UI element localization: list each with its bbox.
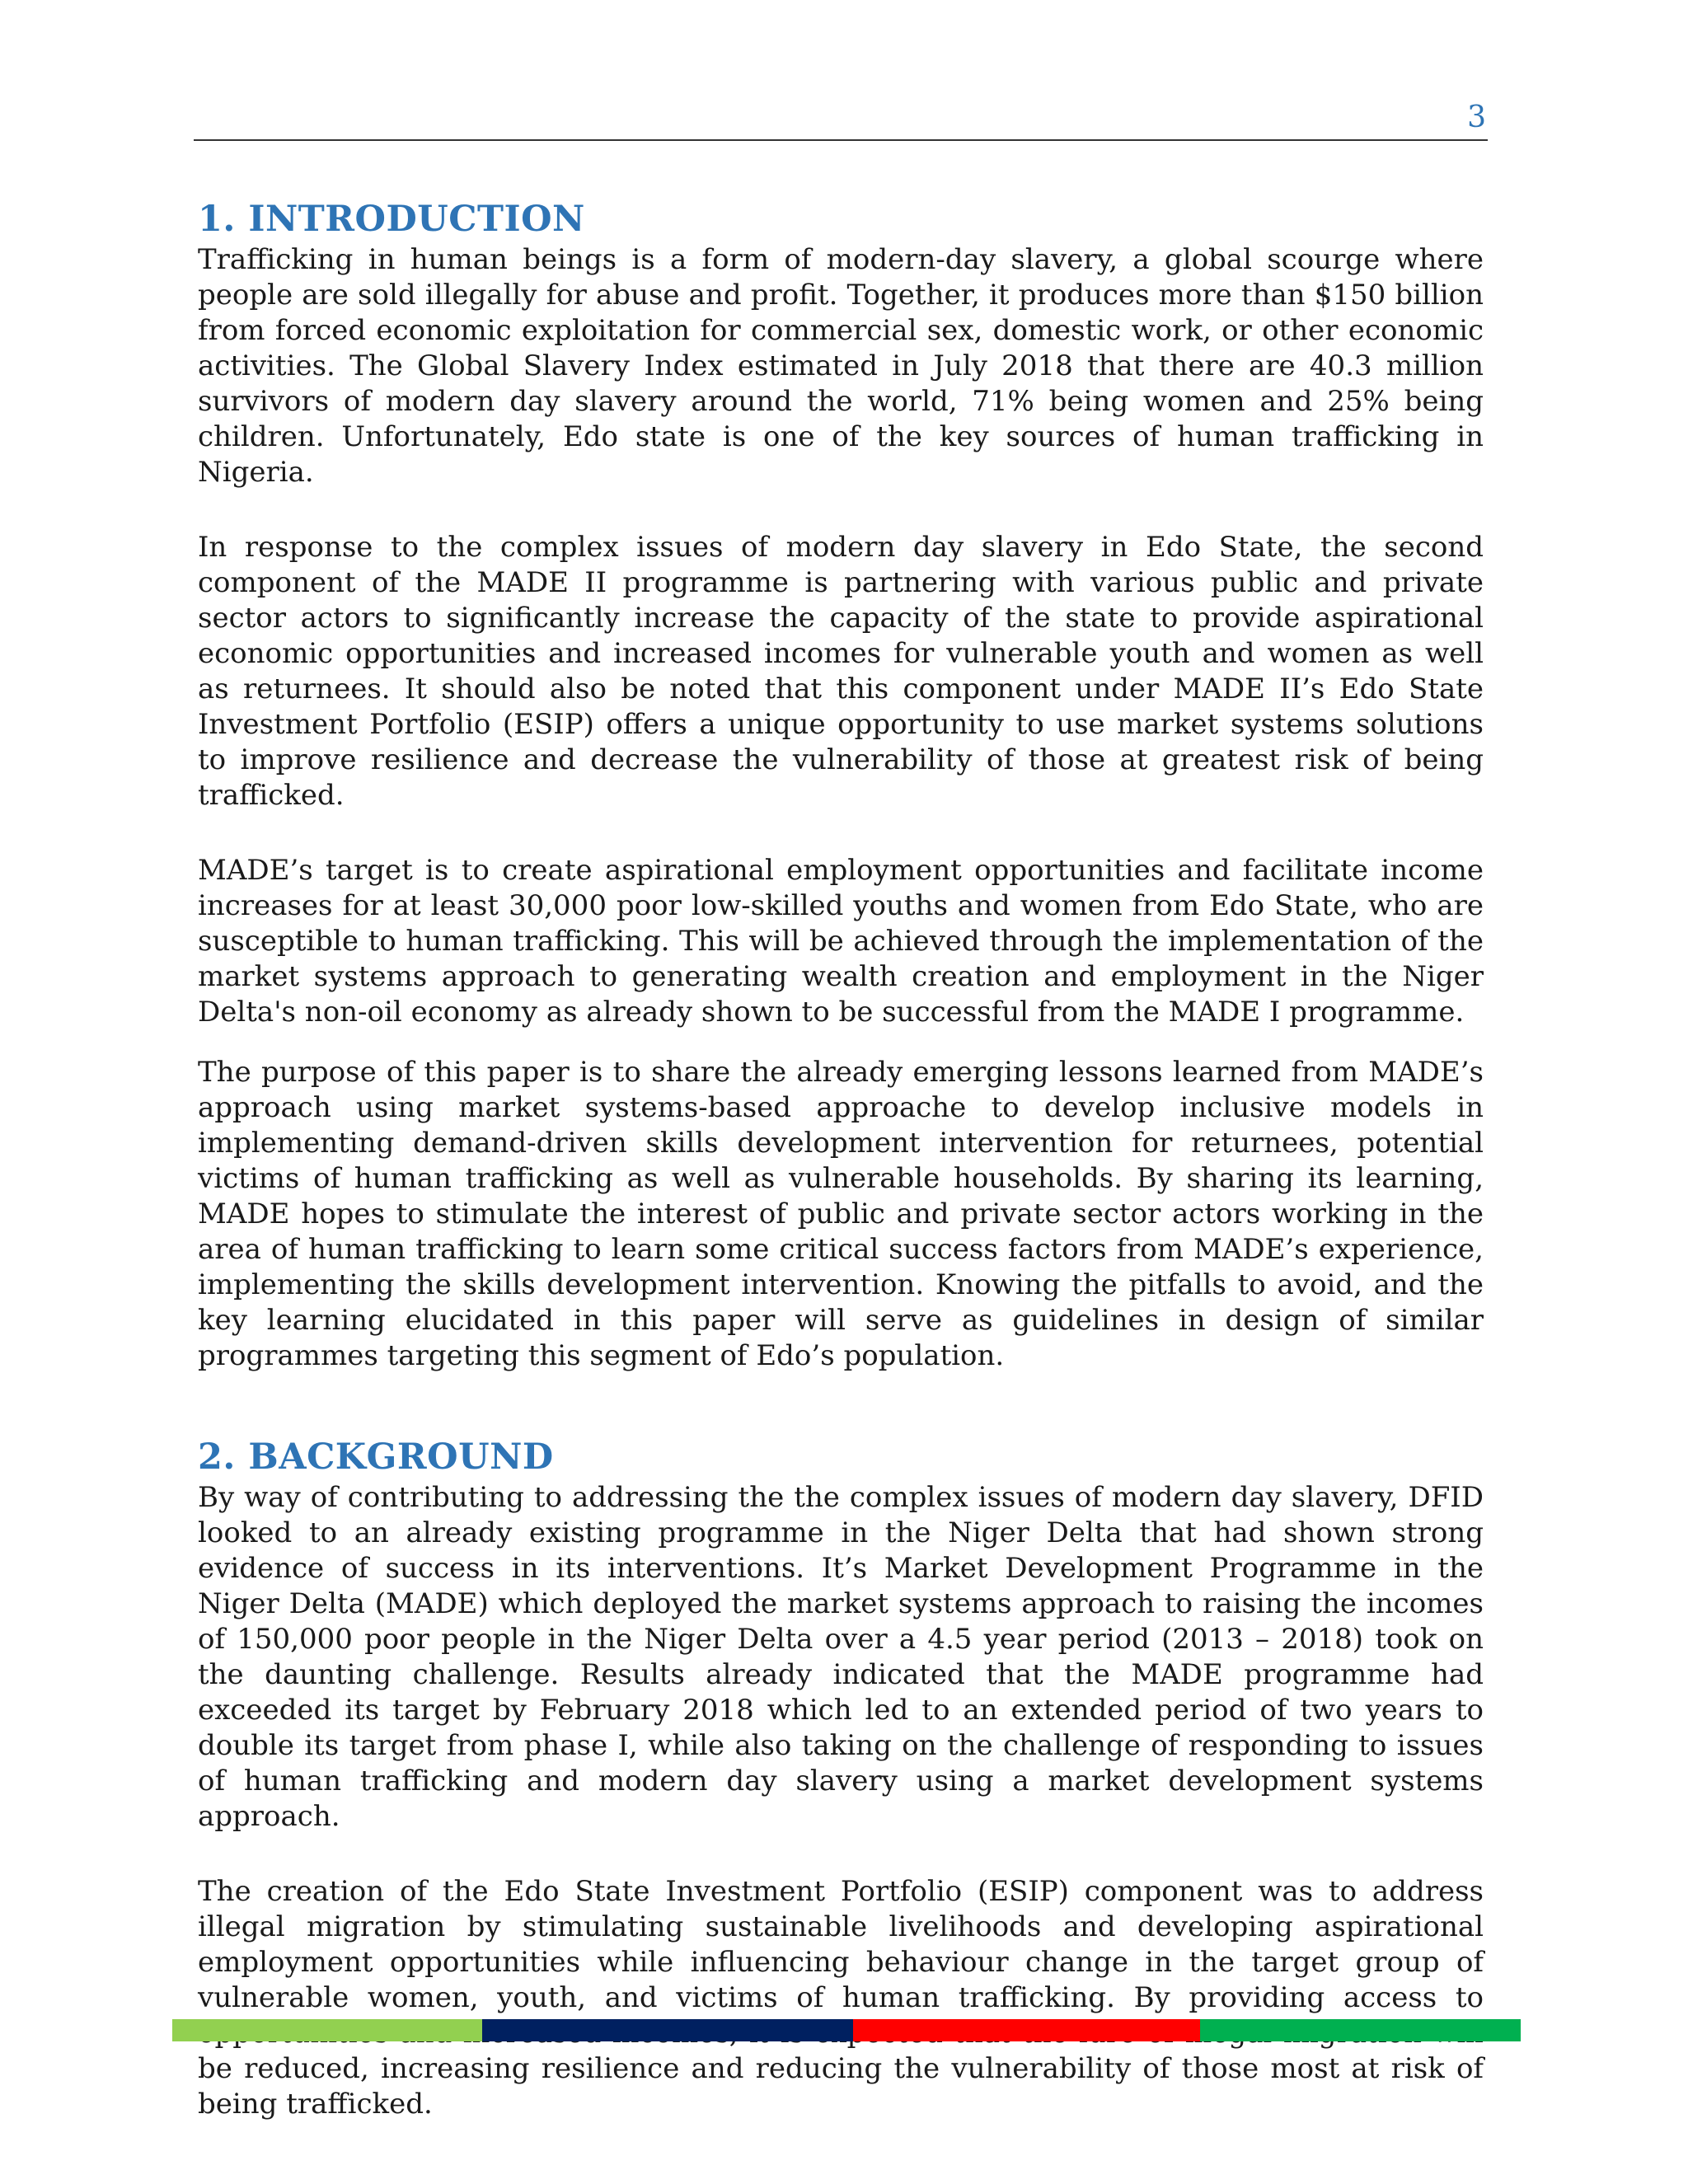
footer-bar-segment-green [172,2019,482,2041]
section-introduction [198,198,1484,1374]
paragraph: By way of contributing to addressing the the complex issues of modern day slavery, DFID looked to an already existing programme in the Niger Delta that had shown strong evidence of success in its interventions. It’s Market Development Programme in the Niger Delta (MADE) which deployed the market systems approach to raising the incomes of 150,000 poor people in the Niger Delta over a 4.5 year period (2013 – 2018) took on the daunting challenge. Results already indicated that the MADE programme had exceeded its target by February 2018 which led to an extended period of two years to double its target from phase I, while also taking on the challenge of responding to issues of human trafficking and modern day slavery using a market development systems approach. [198,1480,1484,1833]
document-body [198,198,1484,2122]
paragraph: In response to the complex issues of modern day slavery in Edo State, the second component of the MADE II programme is partnering with various public and private sector actors to significantly increase the capacity of the state to provide aspirational economic opportunities and increased incomes for vulnerable youth and women as well as returnees. It should also be noted that this component under MADE II’s Edo State Investment Portfolio (ESIP) offers a unique opportunity to use market systems solutions to improve resilience and decrease the vulnerability of those at greatest risk of being trafficked. [198,530,1484,812]
footer-bar-segment-navy [482,2019,853,2041]
paragraph: MADE’s target is to create aspirational employment opportunities and facilitate income increases for at least 30,000 poor low-skilled youths and women from Edo State, who are susceptible to human trafficking. This will be achieved through the implementation of the market systems approach to generating wealth creation and employment in the Niger Delta's non-oil economy as already shown to be successful from the MADE I programme. [198,853,1484,1029]
footer-bar-segment-emerald [1200,2019,1521,2041]
paragraph: Trafficking in human beings is a form of modern-day slavery, a global scourge where people are sold illegally for abuse and profit. Together, it produces more than $150 billion from forced economic exploitation for commercial sex, domestic work, or other economic activities. The Global Slavery Index estimated in July 2018 that there are 40.3 million survivors of modern day slavery around the world, 71% being women and 25% being children. Unfortunately, Edo state is one of the key sources of human trafficking in Nigeria. [198,242,1484,489]
header-rule [194,139,1488,141]
paragraph: The purpose of this paper is to share the already emerging lessons learned from MADE’s approach using market systems-based approache to develop inclusive models in implementing demand-driven skills development intervention for returnees, potential victims of human trafficking as well as vulnerable households. By sharing its learning, MADE hopes to stimulate the interest of public and private sector actors working in the area of human trafficking to learn some critical success factors from MADE’s experience, implementing the skills development intervention. Knowing the pitfalls to avoid, and the key learning elucidated in this paper will serve as guidelines in design of similar programmes targeting this segment of Edo’s population. [198,1055,1484,1372]
section-heading-introduction: 1. INTRODUCTION [198,199,585,240]
page-number: 3 [1467,101,1486,134]
footer-color-bar [172,2019,1521,2041]
section-heading-background: 2. BACKGROUND [198,1436,554,1478]
footer-bar-segment-red [853,2019,1199,2041]
paragraph: The creation of the Edo State Investment Portfolio (ESIP) component was to address illegal migration by stimulating sustainable livelihoods and developing aspirational employment opportunities while influencing behaviour change in the target group of vulnerable women, youth, and victims of human trafficking. By providing access to be reduced, increasing resilience and reducing the vulnerability of those most at risk of being trafficked. [198,1874,1484,2121]
